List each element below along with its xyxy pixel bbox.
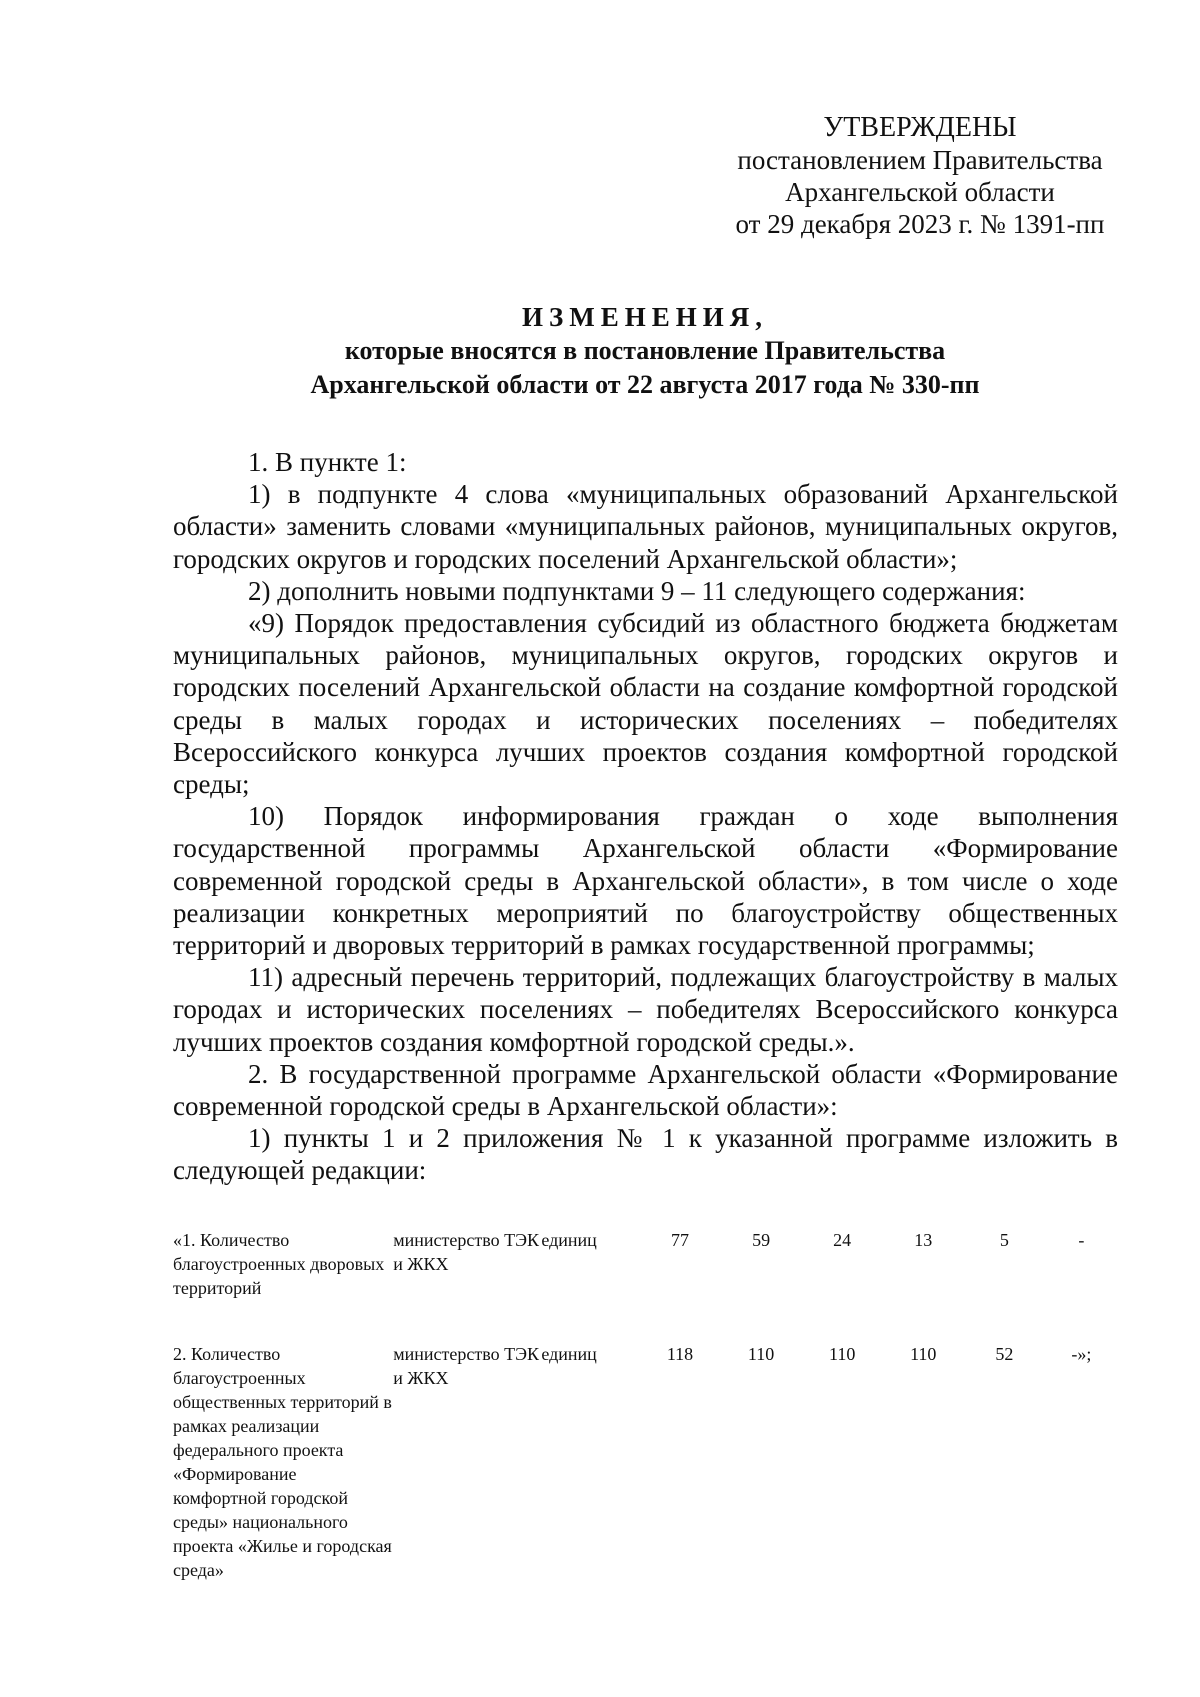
document-heading <box>170 300 1120 402</box>
unit-of-measure: единиц <box>541 1230 597 1250</box>
value-cell: 52 <box>995 1344 1014 1364</box>
paragraph-8: 1) пункты 1 и 2 приложения № 1 к указанной программе изложить в следующей редакции: <box>173 1123 1118 1186</box>
paragraph-6: 11) адресный перечень территорий, подлежащих благоустройству в малых городах и исторических поселениях – победителях Всероссийского конкурса лучших проектов создания комфортной городской среды.». <box>173 962 1118 1057</box>
heading-line-2: Архангельской области от 22 августа 2017 года № 330-пп <box>310 370 980 399</box>
indicator-name: «1. Количество благоустроенных дворовых территорий <box>173 1230 385 1298</box>
document-body <box>173 446 1118 1187</box>
approval-line-1: постановлением Правительства <box>737 145 1103 175</box>
value-cell: 24 <box>833 1230 852 1250</box>
table-row <box>173 1228 1118 1342</box>
indicator-name: 2. Количество благоустроенных общественных территорий в рамках реализации федерального проекта «Формирование комфортной городской среды» национального проекта «Жилье и городская среда» <box>173 1344 392 1580</box>
indicators-table <box>173 1228 1118 1582</box>
value-cell: 110 <box>747 1344 775 1364</box>
approval-line-2: Архангельской области <box>785 177 1055 207</box>
responsible-ministry: министерство ТЭК и ЖКХ <box>393 1344 539 1388</box>
paragraph-1: 1. В пункте 1: <box>248 447 407 477</box>
paragraph-5: 10) Порядок информирования граждан о ходе выполнения государственной программы Архангельской области «Формирование современной городской среды в Архангельской области», в том числе о ходе реализации конкретных мероприятий по благоустройству общественных территорий и дворовых территорий в рамках государственной программы; <box>173 801 1118 961</box>
value-cell: 77 <box>671 1230 689 1250</box>
value-cell: 110 <box>910 1344 937 1364</box>
approval-head: УТВЕРЖДЕНЫ <box>823 112 1017 143</box>
paragraph-3: 2) дополнить новыми подпунктами 9 – 11 следующего содержания: <box>248 575 1026 606</box>
paragraph-2: 1) в подпункте 4 слова «муниципальных образований Архангельской области» заменить словами «муниципальных районов, муниципальных округов, городских округов и городских поселений Архангельской области»; <box>173 479 1118 574</box>
unit-of-measure: единиц <box>541 1344 597 1364</box>
value-cell: 59 <box>752 1230 771 1250</box>
value-cell-last: -»; <box>1071 1344 1092 1364</box>
value-cell: 118 <box>666 1344 694 1364</box>
paragraph-4: «9) Порядок предоставления субсидий из областного бюджета бюджетам муниципальных районов, муниципальных округов, городских округов и городских поселений Архангельской области на создание комфортной городской среды в малых городах и исторических поселениях – победителях Всероссийского конкурса лучших проектов создания комфортной городской среды; <box>173 608 1118 800</box>
heading-line-1: которые вносятся в постановление Правительства <box>344 336 946 365</box>
document-title: ИЗМЕНЕНИЯ, <box>521 302 768 332</box>
value-cell-last: - <box>1078 1230 1085 1250</box>
value-cell: 5 <box>999 1230 1009 1250</box>
value-cell: 13 <box>914 1230 933 1250</box>
responsible-ministry: министерство ТЭК и ЖКХ <box>393 1230 539 1274</box>
approval-line-3: от 29 декабря 2023 г. № 1391-пп <box>735 209 1105 239</box>
table-row <box>173 1342 1118 1582</box>
paragraph-7: 2. В государственной программе Архангельской области «Формирование современной городской среды в Архангельской области»: <box>173 1058 1118 1122</box>
value-cell: 110 <box>828 1344 856 1364</box>
approval-stamp <box>720 112 1120 240</box>
